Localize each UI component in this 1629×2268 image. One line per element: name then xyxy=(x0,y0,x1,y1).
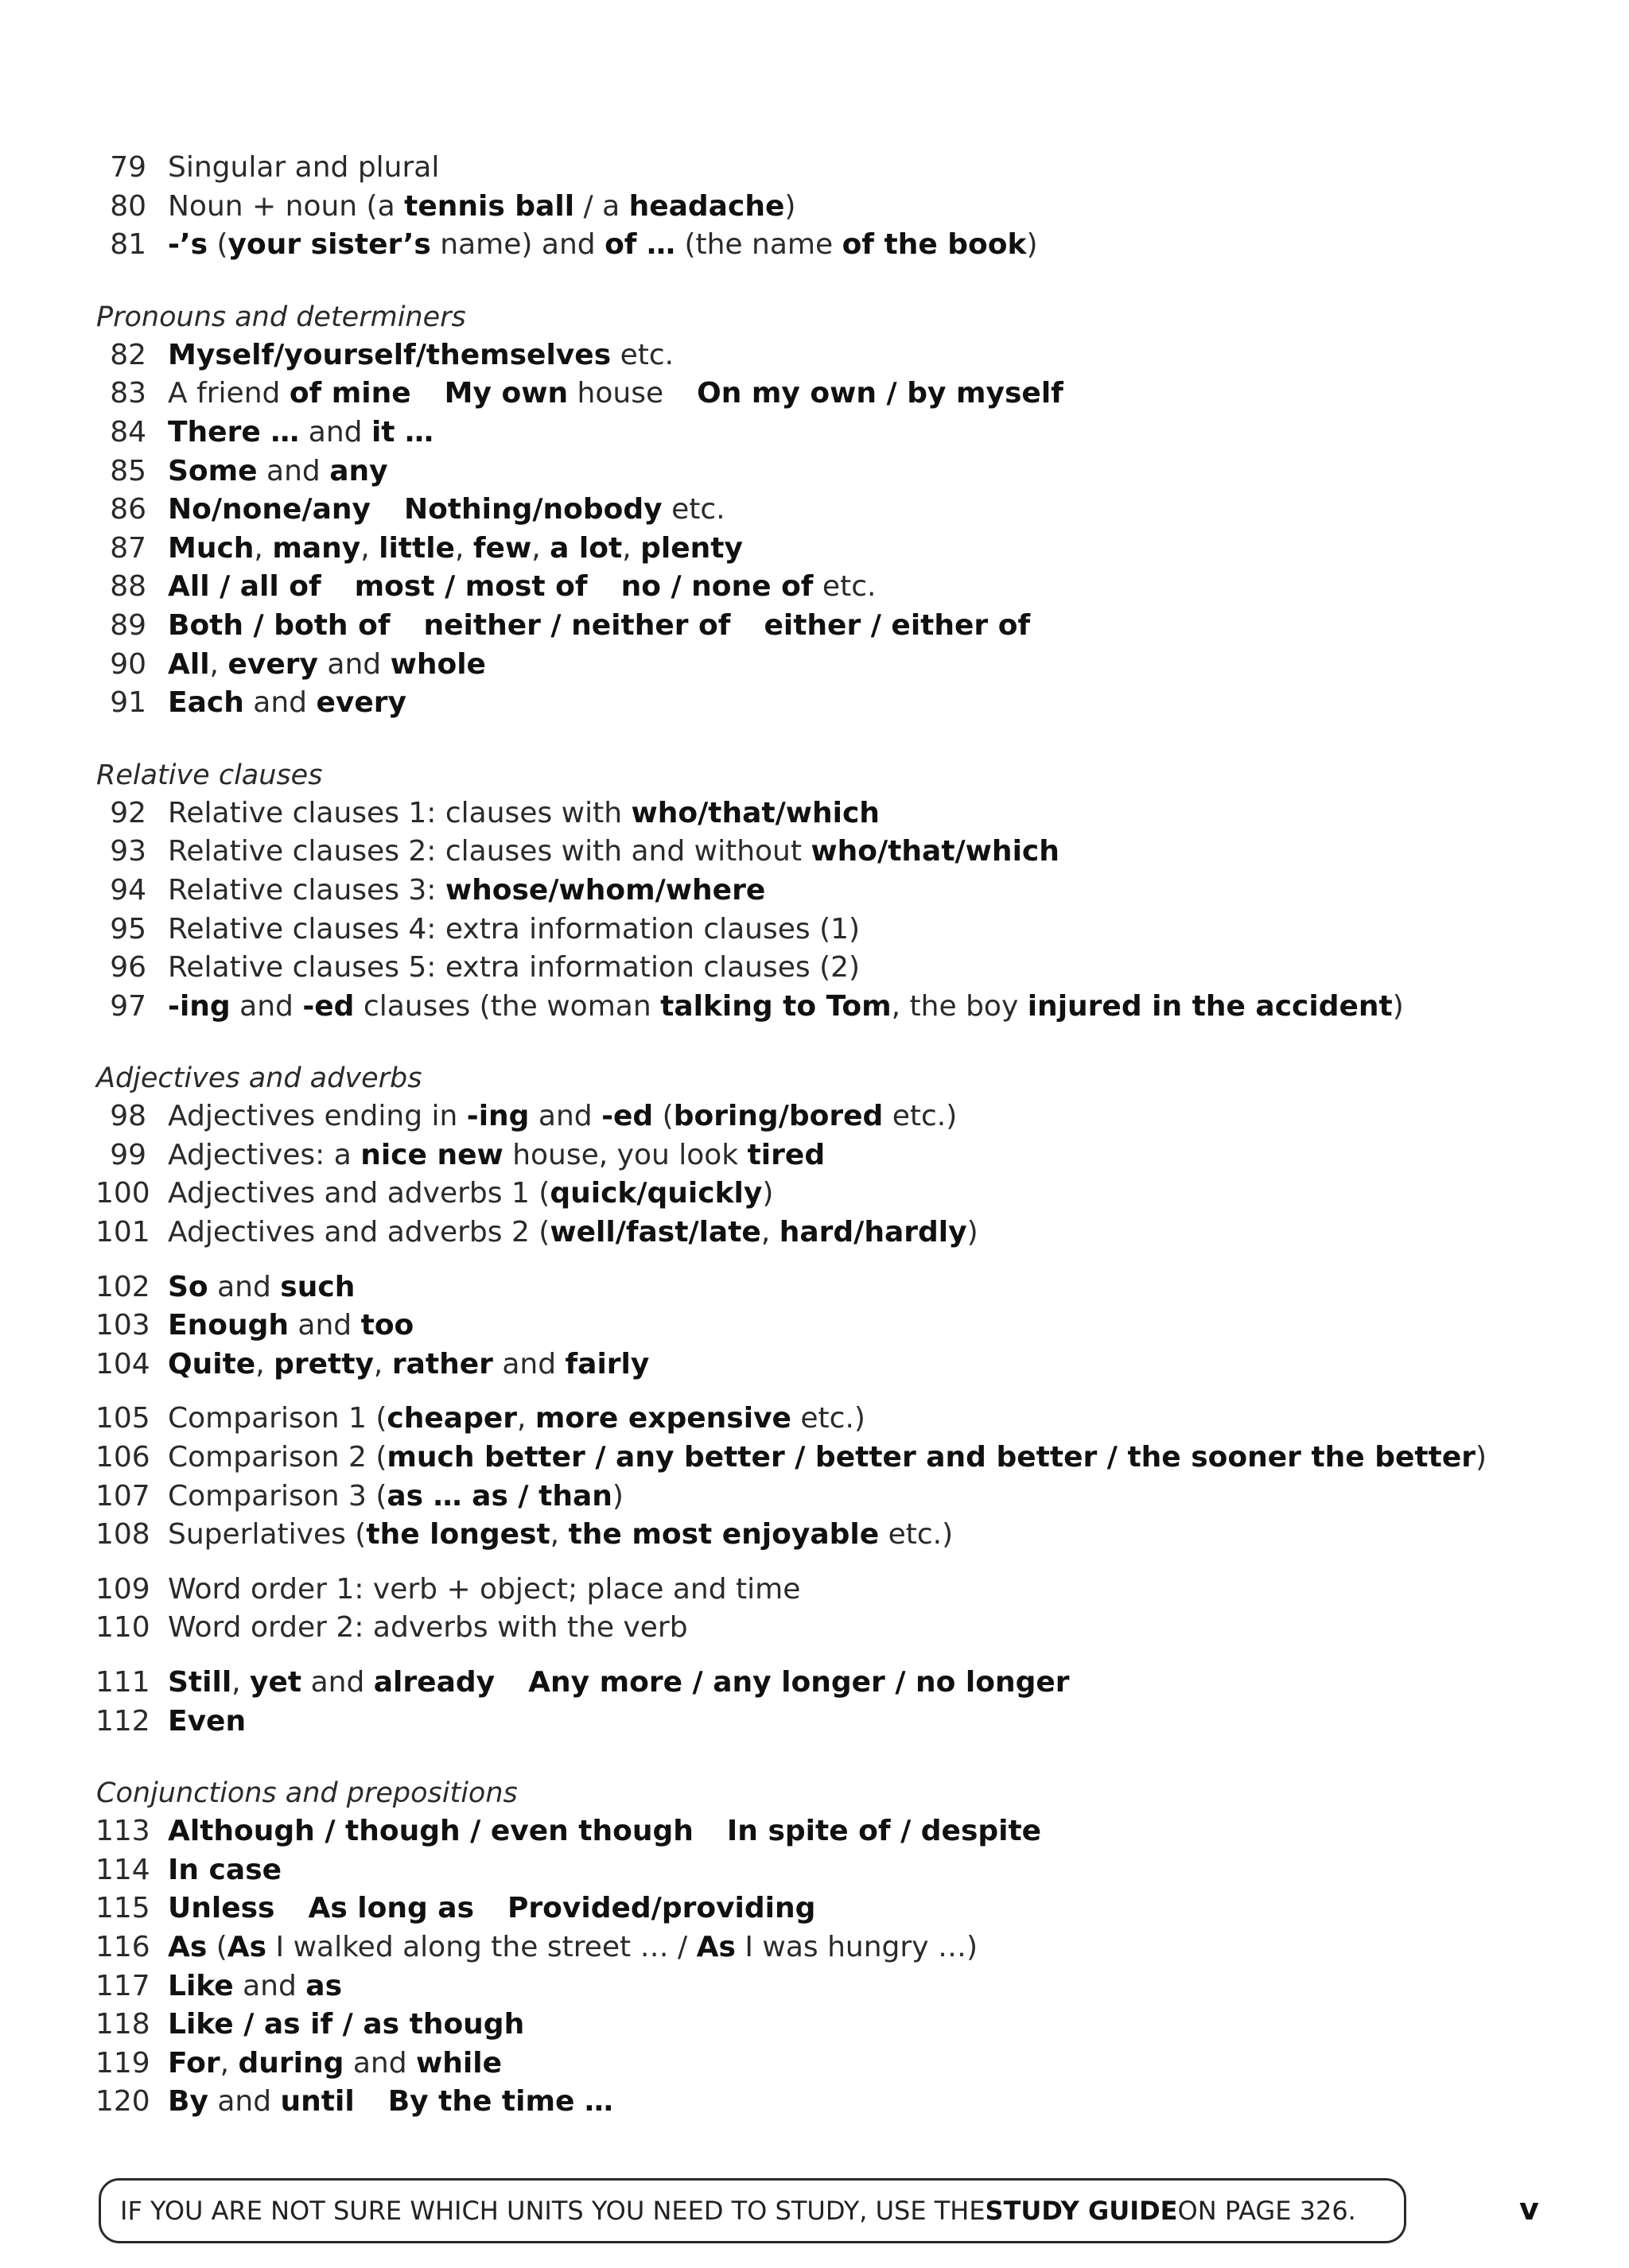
title-keyword: Even xyxy=(168,1704,247,1738)
title-keyword: most / most of xyxy=(354,570,588,604)
unit-title xyxy=(168,1478,624,1517)
unit-title xyxy=(168,2045,502,2084)
unit-entry xyxy=(95,414,1527,452)
unit-title xyxy=(168,188,795,227)
title-keyword: too xyxy=(360,1309,414,1342)
title-text: (the name xyxy=(675,228,842,262)
title-text: Singular and plural xyxy=(168,151,440,184)
title-keyword: In spite of / despite xyxy=(726,1815,1042,1848)
title-keyword: -ed xyxy=(302,989,355,1023)
unit-number: 111 xyxy=(95,1666,150,1699)
unit-title xyxy=(168,452,388,491)
title-text: A friend xyxy=(168,377,290,410)
title-keyword: Still xyxy=(168,1666,232,1699)
unit-entry xyxy=(95,1478,1527,1517)
title-text: ( xyxy=(653,1100,674,1133)
title-keyword: little xyxy=(379,531,455,565)
unit-number: 100 xyxy=(95,1177,150,1210)
unit-title xyxy=(168,646,486,685)
title-keyword: Nothing/nobody xyxy=(403,493,663,526)
unit-entry xyxy=(95,684,1527,723)
unit-entry xyxy=(95,336,1527,375)
unit-title xyxy=(168,336,674,375)
title-text: , xyxy=(255,1347,274,1381)
title-text: , xyxy=(517,1402,535,1435)
contents-section xyxy=(95,1059,1527,1252)
unit-number: 91 xyxy=(110,686,146,720)
unit-number: 97 xyxy=(110,989,146,1023)
title-keyword: -’s xyxy=(168,228,208,262)
unit-title xyxy=(168,684,406,723)
unit-title xyxy=(168,1175,773,1214)
unit-number: 94 xyxy=(110,873,146,907)
title-text: Relative clauses 5: extra information clauses (2) xyxy=(168,951,861,984)
title-text: ) xyxy=(762,1177,774,1210)
title-keyword: -ed xyxy=(601,1100,654,1133)
title-text: and xyxy=(529,1100,602,1133)
title-keyword: already xyxy=(373,1666,496,1699)
title-text: Relative clauses 2: clauses with and without xyxy=(168,835,811,868)
title-keyword: On my own / by myself xyxy=(697,377,1063,410)
title-keyword: rather xyxy=(391,1347,493,1381)
unit-title xyxy=(168,1889,815,1928)
unit-title xyxy=(168,794,880,833)
unit-entry xyxy=(95,1516,1527,1555)
contents-section xyxy=(95,1664,1527,1741)
unit-entry xyxy=(95,1812,1527,1851)
unit-entry xyxy=(95,1851,1527,1890)
title-keyword: For xyxy=(168,2046,220,2080)
title-keyword: Any more / any longer / no longer xyxy=(528,1666,1070,1699)
title-keyword: Quite xyxy=(168,1347,256,1381)
unit-title xyxy=(168,1609,688,1648)
unit-number: 117 xyxy=(95,1969,150,2002)
unit-number: 79 xyxy=(110,151,146,184)
unit-number: 81 xyxy=(110,228,146,262)
title-keyword: the most enjoyable xyxy=(568,1518,880,1551)
unit-title xyxy=(168,414,433,452)
unit-title xyxy=(168,949,860,988)
title-text: , xyxy=(760,1216,780,1249)
unit-title xyxy=(168,149,439,188)
title-text: Adjectives and adverbs 2 ( xyxy=(168,1216,550,1249)
title-text: , xyxy=(531,531,550,565)
study-guide-note xyxy=(99,2178,1406,2243)
unit-entry xyxy=(95,1439,1527,1478)
unit-entry xyxy=(95,491,1527,530)
title-keyword: much better / any better / better and better / the sooner the better xyxy=(387,1441,1476,1474)
title-text: and xyxy=(230,989,303,1023)
title-keyword: of mine xyxy=(289,377,411,410)
unit-number: 83 xyxy=(110,377,146,410)
unit-title xyxy=(168,1664,1070,1703)
title-text: Adjectives and adverbs 1 ( xyxy=(168,1177,550,1210)
title-text: ) xyxy=(1026,228,1038,262)
title-text: , xyxy=(550,1518,569,1551)
unit-entry xyxy=(95,794,1527,833)
unit-title xyxy=(168,1400,865,1439)
title-keyword: cheaper xyxy=(387,1402,518,1435)
title-keyword: yet xyxy=(250,1666,302,1699)
unit-title xyxy=(168,1346,649,1384)
unit-title xyxy=(168,911,860,950)
contents-section xyxy=(95,756,1527,1027)
title-text: / a xyxy=(574,189,629,223)
title-text: , xyxy=(454,531,473,565)
title-keyword: pretty xyxy=(274,1347,374,1381)
title-keyword: whole xyxy=(390,647,486,681)
unit-entry xyxy=(95,2083,1527,2122)
unit-entry xyxy=(95,911,1527,950)
title-text: Noun + noun (a xyxy=(168,189,405,223)
title-text: , xyxy=(254,531,273,565)
unit-number: 86 xyxy=(110,493,146,526)
title-text: Comparison 1 ( xyxy=(168,1402,387,1435)
title-keyword: hard/hardly xyxy=(779,1216,967,1249)
title-text: I was hungry …) xyxy=(735,1930,978,1963)
title-keyword: All xyxy=(168,647,210,681)
title-text: ) xyxy=(966,1216,978,1249)
title-text: house, you look xyxy=(503,1138,748,1171)
title-keyword: injured in the accident xyxy=(1027,989,1393,1023)
section-heading: Relative clauses xyxy=(96,759,323,791)
title-keyword: talking to Tom xyxy=(660,989,892,1023)
title-keyword: such xyxy=(280,1270,356,1303)
title-keyword: many xyxy=(272,531,361,565)
title-text: Relative clauses 3: xyxy=(168,873,445,907)
title-keyword: Some xyxy=(168,454,258,487)
unit-entry xyxy=(95,1703,1527,1742)
title-text: and xyxy=(243,686,317,720)
contents-section xyxy=(95,298,1527,723)
unit-entry xyxy=(95,988,1527,1027)
unit-number: 85 xyxy=(110,454,146,487)
title-text: ) xyxy=(612,1479,624,1513)
unit-title xyxy=(168,1967,342,2006)
title-text: and xyxy=(257,454,330,487)
title-text: and xyxy=(288,1309,361,1342)
contents-section xyxy=(95,1268,1527,1384)
title-keyword: Both / both of xyxy=(168,608,391,642)
title-text: etc.) xyxy=(791,1402,865,1435)
title-text: and xyxy=(317,647,391,681)
title-keyword: either / either of xyxy=(764,608,1031,642)
title-text: ( xyxy=(208,228,228,262)
title-keyword: tired xyxy=(747,1138,826,1171)
title-keyword: every xyxy=(227,647,318,681)
title-text: Word order 2: adverbs with the verb xyxy=(168,1611,688,1645)
unit-number: 120 xyxy=(95,2085,150,2118)
unit-number: 88 xyxy=(110,570,146,604)
title-keyword: Although / though / even though xyxy=(168,1815,694,1848)
unit-entry xyxy=(95,568,1527,607)
unit-entry xyxy=(95,1889,1527,1928)
unit-title xyxy=(168,1214,978,1252)
title-text: Adjectives: a xyxy=(168,1138,361,1171)
title-keyword: -ing xyxy=(466,1100,530,1133)
title-keyword: As long as xyxy=(308,1892,475,1925)
title-keyword: All / all of xyxy=(168,570,321,604)
title-keyword: Like xyxy=(168,1969,234,2002)
unit-entry xyxy=(95,1175,1527,1214)
study-guide-note-suffix: ON PAGE 326. xyxy=(1177,2196,1356,2226)
title-keyword: nice new xyxy=(360,1138,503,1171)
unit-entry xyxy=(95,1967,1527,2006)
title-text: ) xyxy=(784,189,796,223)
unit-title xyxy=(168,491,725,530)
title-text: ) xyxy=(1392,989,1404,1023)
unit-entry xyxy=(95,188,1527,227)
unit-title xyxy=(168,1097,957,1136)
title-keyword: during xyxy=(238,2046,344,2080)
unit-entry xyxy=(95,149,1527,188)
title-keyword: No/none/any xyxy=(168,493,371,526)
unit-number: 118 xyxy=(95,2008,150,2041)
title-keyword: Like / as if / as though xyxy=(168,2008,525,2041)
unit-number: 109 xyxy=(95,1572,150,1606)
title-keyword: boring/bored xyxy=(673,1100,884,1133)
unit-number: 101 xyxy=(95,1216,150,1249)
unit-entry xyxy=(95,1214,1527,1252)
title-keyword: a lot xyxy=(550,531,623,565)
unit-number: 114 xyxy=(95,1853,150,1886)
unit-number: 102 xyxy=(95,1270,150,1303)
unit-number: 108 xyxy=(95,1518,150,1551)
unit-number: 89 xyxy=(110,608,146,642)
section-heading: Adjectives and adverbs xyxy=(96,1062,422,1095)
title-keyword: As xyxy=(168,1930,208,1963)
title-keyword: Unless xyxy=(168,1892,275,1925)
study-guide-link-text: STUDY GUIDE xyxy=(985,2196,1178,2226)
title-keyword: As xyxy=(696,1930,736,1963)
contents-list xyxy=(95,149,1527,2122)
title-keyword: Enough xyxy=(168,1309,289,1342)
title-text: and xyxy=(208,2085,281,2118)
unit-entry xyxy=(95,1307,1527,1346)
unit-number: 106 xyxy=(95,1441,150,1474)
section-heading: Pronouns and determiners xyxy=(96,301,466,333)
title-text: ) xyxy=(1475,1441,1487,1474)
unit-title xyxy=(168,226,1038,265)
title-text: clauses (the woman xyxy=(354,989,661,1023)
title-keyword: of … xyxy=(605,228,675,262)
title-text: Superlatives ( xyxy=(168,1518,367,1551)
title-keyword: as … as / than xyxy=(387,1479,612,1513)
title-text: etc. xyxy=(611,338,675,371)
title-keyword: There … xyxy=(168,415,300,449)
title-keyword: as xyxy=(305,1969,343,2002)
title-keyword: So xyxy=(168,1270,208,1303)
title-text: ( xyxy=(207,1930,227,1963)
section-heading: Conjunctions and prepositions xyxy=(96,1777,518,1810)
unit-number: 107 xyxy=(95,1479,150,1513)
unit-title xyxy=(168,872,765,911)
title-text: and xyxy=(344,2046,417,2080)
title-text: house xyxy=(568,377,664,410)
title-keyword: Provided/providing xyxy=(507,1892,816,1925)
unit-entry xyxy=(95,1928,1527,1967)
unit-title xyxy=(168,375,1063,414)
title-text: , xyxy=(373,1347,392,1381)
title-text: Comparison 2 ( xyxy=(168,1441,387,1474)
unit-entry xyxy=(95,833,1527,872)
title-keyword: who/that/which xyxy=(811,835,1059,868)
unit-title xyxy=(168,1928,978,1967)
contents-section xyxy=(95,1400,1527,1554)
contents-section xyxy=(95,1571,1527,1648)
title-text: , the boy xyxy=(891,989,1028,1023)
title-text: , xyxy=(231,1666,251,1699)
contents-section xyxy=(95,1774,1527,2122)
unit-number: 84 xyxy=(110,415,146,449)
title-keyword: well/fast/late xyxy=(550,1216,761,1249)
title-text: Comparison 3 ( xyxy=(168,1479,387,1513)
unit-entry xyxy=(95,452,1527,491)
title-keyword: few xyxy=(472,531,532,565)
unit-number: 104 xyxy=(95,1347,150,1381)
unit-number: 90 xyxy=(110,647,146,681)
unit-title xyxy=(168,1136,825,1175)
title-text: , xyxy=(220,2046,239,2080)
unit-title xyxy=(168,1703,246,1742)
title-text: and xyxy=(208,1270,281,1303)
unit-number: 116 xyxy=(95,1930,150,1963)
unit-number: 82 xyxy=(110,338,146,371)
unit-entry xyxy=(95,1664,1527,1703)
unit-entry xyxy=(95,1571,1527,1610)
title-text: etc. xyxy=(662,493,725,526)
title-keyword: neither / neither of xyxy=(423,608,731,642)
unit-entry xyxy=(95,607,1527,646)
title-keyword: headache xyxy=(628,189,785,223)
title-text: Adjectives ending in xyxy=(168,1100,467,1133)
title-keyword: fairly xyxy=(565,1347,650,1381)
title-keyword: plenty xyxy=(640,531,743,565)
title-text: and xyxy=(233,1969,306,2002)
unit-entry xyxy=(95,1136,1527,1175)
title-keyword: As xyxy=(227,1930,267,1963)
title-keyword: who/that/which xyxy=(631,796,880,829)
title-keyword: the longest xyxy=(366,1518,550,1551)
title-keyword: any xyxy=(329,454,388,487)
unit-entry xyxy=(95,646,1527,685)
title-keyword: Myself/yourself/themselves xyxy=(168,338,612,371)
title-text: Word order 1: verb + object; place and time xyxy=(168,1572,801,1606)
unit-title xyxy=(168,1516,953,1555)
unit-number: 93 xyxy=(110,835,146,868)
title-keyword: My own xyxy=(444,377,569,410)
title-keyword: every xyxy=(316,686,407,720)
unit-title xyxy=(168,607,1030,646)
unit-number: 98 xyxy=(110,1100,146,1133)
page-number: v xyxy=(1519,2192,1539,2227)
title-text: , xyxy=(209,647,228,681)
contents-section xyxy=(95,149,1527,265)
unit-entry xyxy=(95,2006,1527,2045)
unit-entry xyxy=(95,949,1527,988)
unit-title xyxy=(168,2006,524,2045)
title-keyword: By xyxy=(168,2085,208,2118)
title-text: and xyxy=(301,1666,374,1699)
title-keyword: more expensive xyxy=(535,1402,791,1435)
unit-entry xyxy=(95,2045,1527,2084)
title-keyword: no / none of xyxy=(620,570,814,604)
unit-entry xyxy=(95,226,1527,265)
unit-title xyxy=(168,988,1404,1027)
title-keyword: until xyxy=(280,2085,355,2118)
unit-title xyxy=(168,1851,282,1890)
title-text: etc.) xyxy=(879,1518,954,1551)
unit-entry xyxy=(95,1346,1527,1384)
unit-title xyxy=(168,2083,613,2122)
unit-number: 96 xyxy=(110,951,146,984)
unit-entry xyxy=(95,872,1527,911)
unit-title xyxy=(168,1268,355,1307)
title-text: , xyxy=(360,531,379,565)
title-text: and xyxy=(492,1347,566,1381)
unit-entry xyxy=(95,1268,1527,1307)
unit-number: 110 xyxy=(95,1611,150,1645)
unit-number: 115 xyxy=(95,1892,150,1925)
title-keyword: In case xyxy=(168,1853,282,1886)
title-keyword: tennis ball xyxy=(404,189,575,223)
title-keyword: Each xyxy=(168,686,244,720)
title-text: , xyxy=(622,531,641,565)
title-keyword: of the book xyxy=(842,228,1027,262)
unit-title xyxy=(168,568,876,607)
unit-number: 113 xyxy=(95,1815,150,1848)
title-text: and xyxy=(299,415,371,449)
unit-entry xyxy=(95,1609,1527,1648)
title-keyword: it … xyxy=(371,415,434,449)
unit-number: 80 xyxy=(110,189,146,223)
title-text: name) and xyxy=(430,228,605,262)
title-text: etc.) xyxy=(883,1100,958,1133)
unit-title xyxy=(168,1812,1041,1851)
unit-number: 87 xyxy=(110,531,146,565)
title-keyword: quick/quickly xyxy=(550,1177,763,1210)
title-text: etc. xyxy=(813,570,877,604)
title-keyword: while xyxy=(416,2046,503,2080)
unit-entry xyxy=(95,1097,1527,1136)
unit-entry xyxy=(95,530,1527,569)
unit-number: 99 xyxy=(110,1138,146,1171)
unit-number: 92 xyxy=(110,796,146,829)
unit-title xyxy=(168,530,743,569)
title-text: I walked along the street … / xyxy=(266,1930,697,1963)
unit-number: 95 xyxy=(110,912,146,946)
title-text: Relative clauses 4: extra information clauses (1) xyxy=(168,912,861,946)
title-keyword: By the time … xyxy=(387,2085,613,2118)
unit-title xyxy=(168,1439,1487,1478)
unit-entry xyxy=(95,375,1527,414)
unit-number: 103 xyxy=(95,1309,150,1342)
title-keyword: your sister’s xyxy=(227,228,431,262)
unit-title xyxy=(168,833,1059,872)
unit-title xyxy=(168,1307,414,1346)
unit-number: 119 xyxy=(95,2046,150,2080)
unit-title xyxy=(168,1571,800,1610)
title-keyword: whose/whom/where xyxy=(445,873,766,907)
title-text: Relative clauses 1: clauses with xyxy=(168,796,632,829)
title-keyword: Much xyxy=(168,531,255,565)
unit-entry xyxy=(95,1400,1527,1439)
unit-number: 105 xyxy=(95,1402,150,1435)
study-guide-note-prefix: IF YOU ARE NOT SURE WHICH UNITS YOU NEED TO STUDY, USE THE xyxy=(120,2196,986,2226)
title-keyword: -ing xyxy=(168,989,231,1023)
unit-number: 112 xyxy=(95,1704,150,1738)
